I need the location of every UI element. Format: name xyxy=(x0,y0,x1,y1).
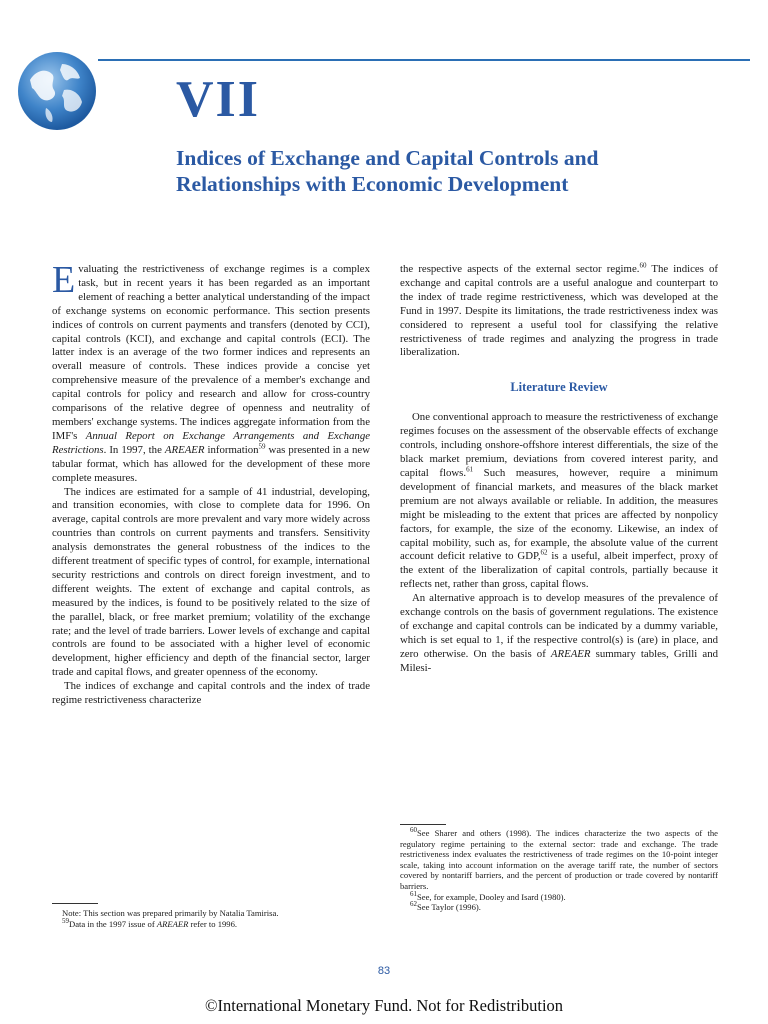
footnote-61: $^{61}$See, for example, Dooley and Isard (1980). xyxy=(410,889,566,902)
footnote-rule xyxy=(400,824,446,825)
footnote-ref-61[interactable]: 61 xyxy=(466,465,474,474)
footnote-note: Note: This section was prepared primarily by Natalia Tamirisa. xyxy=(62,908,279,918)
chapter-title xyxy=(176,145,746,198)
chapter-title-line1: Indices of Exchange and Capital Controls and xyxy=(176,146,599,170)
body-paragraph: An alternative approach is to develop measures of the prevalence of exchange controls on the basis of government regulations. The existence of exchange and capital controls can be indicated by a dummy variable, which is set equal to 1, if the respective control(s) is (are) in place, and zero otherwise. On the basis of AREAER summary tables, Grilli and Milesi- xyxy=(400,592,719,674)
left-column xyxy=(52,259,371,708)
footnotes-right xyxy=(400,828,718,913)
body-paragraph: the respective aspects of the external sector regime.$^{60}$ The indices of exchange and capital controls are a useful analogue and counterpart to the index of trade regime restrictiveness, which was developed at the Fund in 1997. Despite its limitations, the trade restrictiveness index was considered to represent a useful tool for classifying the relative restrictiveness of trade regimes and analyzing the progress in trade liberalization. xyxy=(400,261,719,359)
body-paragraph: One conventional approach to measure the restrictiveness of exchange regimes focuses on the assessment of the observable effects of exchange controls, including onshore-offshore interest differentials, the size of the black market premium, deviations from covered interest parity, and capital flows.$^{61}$ Such measures, however, require a minimum development of financial markets, and measures of the black market premium are not always available or reliable. In addition, the measures might be misleading to the extent that prices are affected by nonpolicy factors, for example, the size of the economy. Likewise, an index of capital mobility, such as, for example, the absolute value of the current account deficit relative to GDP,$^{62}$ is a useful, albeit imperfect, proxy of the extent of the liberalization of capital controls, partially because it reflects net, rather than gross, capital flows. xyxy=(400,411,718,591)
footnote-60: $^{60}$See Sharer and others (1998). The indices characterize the two aspects of the regulatory regime pertaining to the external sector: trade and exchange. The trade restrictiveness index evaluates the restrictiveness of trade regimes on the 10-point integer scale, taking into account information on the average tariff rate, the number of sectors covered by nontariff barriers, and the percent of production or trade covered by nontariff barriers. xyxy=(400,826,718,891)
header-rule xyxy=(98,59,750,61)
footnote-rule xyxy=(52,903,98,904)
footnote-62: $^{62}$See Taylor (1996). xyxy=(410,900,481,913)
footnote-ref-62[interactable]: 62 xyxy=(540,548,548,557)
right-column xyxy=(400,263,718,676)
footnote-ref-59[interactable]: 59 xyxy=(258,442,266,451)
copyright-notice: ©International Monetary Fund. Not for Redistribution xyxy=(204,996,564,1015)
body-paragraph: The indices of exchange and capital controls and the index of trade regime restrictiveness characterize xyxy=(52,680,370,707)
footnote-59: $^{59}$Data in the 1997 issue of AREAER refer to 1996. xyxy=(62,916,238,929)
page-number: 83 xyxy=(377,965,391,977)
globe-icon xyxy=(16,50,98,132)
section-heading: Literature Review xyxy=(510,380,608,395)
drop-cap: E xyxy=(52,259,76,301)
intro-paragraph: Evaluating the restrictiveness of exchange regimes is a complex task, but in recent years it has been regarded as an important element of reaching a better analytical understanding of the impact of exchange systems on economic performance. This section presents indices of controls on current payments and transfers (denoted by CCI), capital controls (KCI), and exchange and capital controls (ECI). The latter index is an average of the two former indices and represents an overall measure of controls. These indices provide a concise yet comprehensive measure of the prevalence of a member's exchange and capital controls for policy and research and allow for cross-country comparisons of the relative degree of openness and neutrality of members' exchange systems. The indices aggregate information from the IMF's Annual Report on Exchange Arrangements and Exchange Restrictions. In 1997, the AREAER information$^{59}$ was presented in a new tabular format, which has allowed for the development of these more complete measures. xyxy=(52,259,371,484)
chapter-title-line2: Relationships with Economic Development xyxy=(176,172,569,197)
footnote-ref-60[interactable]: 60 xyxy=(639,261,647,270)
chapter-number: VII xyxy=(176,71,261,128)
body-paragraph: The indices are estimated for a sample of 41 industrial, developing, and transition economies, with close to complete data for 1996. On average, capital controls are more prevalent and vary more widely across countries than controls on current payments and transfers. Sensitivity analysis demonstrates the general robustness of the indices to the different treatment of specific types of control, for example, international security restrictions and controls on direct foreign investment, and to different weights. The extent of exchange and capital controls, as measured by the indices, is found to be positively related to the size of the parallel, black, or free market premium; volatility of the exchange rate; and the level of trade barriers. Lower levels of exchange and capital controls are found to be associated with a higher level of economic development, higher efficiency and depth of the financial sector, larger trade and capital flows, and greater openness of the economy. xyxy=(52,485,370,679)
areaer-full-title: Annual Report on Exchange Arrangements and Exchange Restrictions xyxy=(52,429,371,456)
footnotes-left xyxy=(52,908,370,929)
